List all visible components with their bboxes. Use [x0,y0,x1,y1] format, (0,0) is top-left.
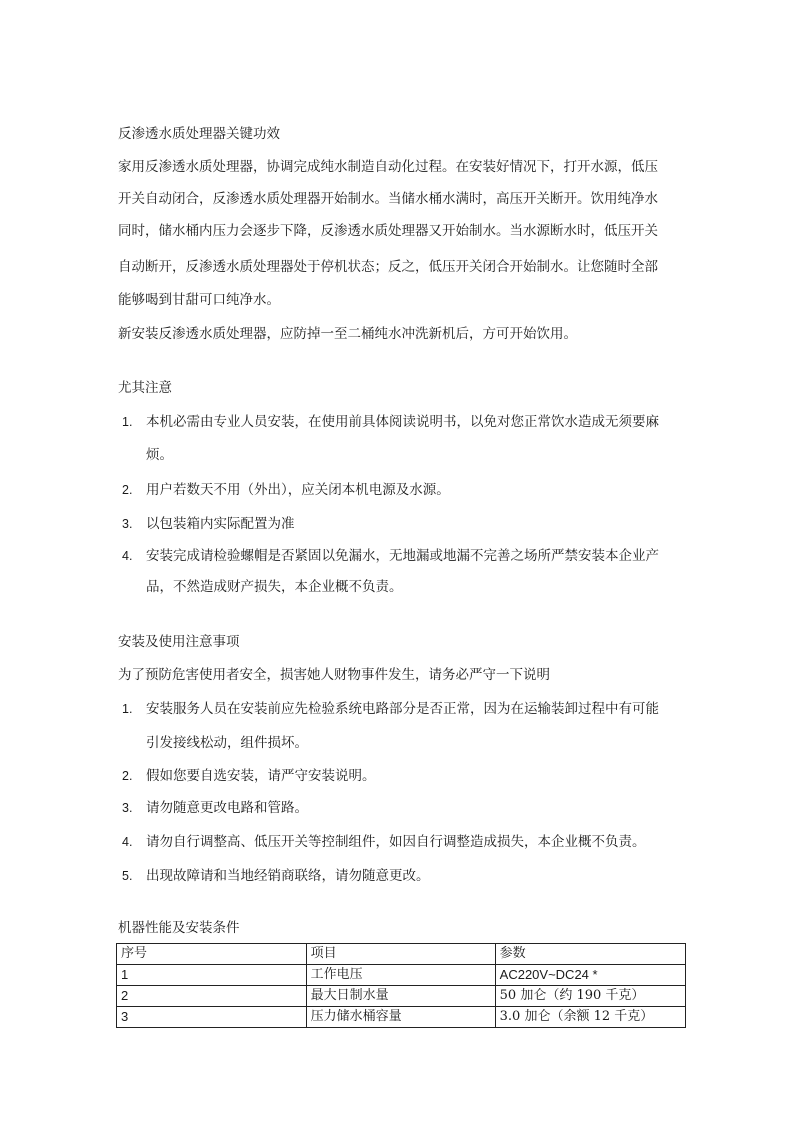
list-item-number: 1. [122,415,133,429]
list-item-line: 安装完成请检验螺帽是否紧固以免漏水，无地漏或地漏不完善之场所严禁安装本企业产 [146,548,659,564]
paragraph-line: 家用反渗透水质处理器，协调完成纯水制造自动化过程。在安装好情况下，打开水源，低压 [118,159,658,175]
list-item-line: 本机必需由专业人员安装，在使用前具体阅读说明书，以免对您正常饮水造成无须要麻 [146,414,659,430]
table-header-cell: 项目 [306,944,495,965]
paragraph-line: 同时，储水桶内压力会逐步下降，反渗透水质处理器又开始制水。当水源断水时，低压开关 [118,223,658,239]
table-cell: 压力储水桶容量 [306,1007,495,1028]
table-row [117,965,686,986]
list-item-line: 请勿随意更改电路和管路。 [146,800,308,816]
table-cell: 50 加仑（约 190 千克） [495,986,685,1007]
list-item-number: 1. [122,702,133,716]
list-item-number: 4. [122,835,133,849]
table-cell: 3.0 加仑（余额 12 千克） [495,1007,685,1028]
list-item-line: 品，不然造成财产损失，本企业概不负责。 [146,579,403,595]
list-item-line: 用户若数天不用（外出），应关闭本机电源及水源。 [146,482,450,498]
list-item-line: 安装服务人员在安装前应先检验系统电路部分是否正常，因为在运输装卸过程中有可能 [146,701,659,717]
list-item-number: 3. [122,517,133,531]
list-item-number: 4. [122,549,133,563]
paragraph-line: 新安装反渗透水质处理器，应防掉一至二桶纯水冲洗新机后，方可开始饮用。 [118,326,577,342]
table-header-row [117,944,686,965]
paragraph-line: 能够喝到甘甜可口纯净水。 [118,292,280,308]
list-item-line: 以包装箱内实际配置为准 [146,516,295,532]
paragraph-line: 开关自动闭合，反渗透水质处理器开始制水。当储水桶水满时，高压开关断开。饮用纯净水 [118,191,658,207]
list-item-line: 请勿自行调整高、低压开关等控制组件，如因自行调整造成损失，本企业概不负责。 [146,834,646,850]
list-item-number: 5. [122,869,133,883]
table-row [117,1007,686,1028]
list-item-line: 出现故障请和当地经销商联络，请勿随意更改。 [146,868,430,884]
table-cell: 最大日制水量 [306,986,495,1007]
list-item-line: 假如您要自选安装，请严守安装说明。 [146,768,376,784]
paragraph-line: 自动断开，反渗透水质处理器处于停机状态；反之，低压开关闭合开始制水。让您随时全部 [118,259,658,275]
table-header-cell: 参数 [495,944,685,965]
section-title-special-notice: 尤其注意 [118,380,172,396]
table-header-cell: 序号 [117,944,307,965]
table-cell: AC220V~DC24 * [495,965,685,986]
table-cell: 1 [117,965,307,986]
table-cell: 3 [117,1007,307,1028]
section-title-specs: 机器性能及安装条件 [118,920,240,936]
section-title-installation: 安装及使用注意事项 [118,634,240,650]
section-title-functions: 反渗透水质处理器关键功效 [118,126,280,142]
table-cell: 工作电压 [306,965,495,986]
paragraph-line: 为了预防危害使用者安全，损害她人财物事件发生，请务必严守一下说明 [118,667,550,683]
table-row [117,986,686,1007]
list-item-number: 3. [122,801,133,815]
table-cell: 2 [117,986,307,1007]
list-item-number: 2. [122,483,133,497]
list-item-line: 烦。 [146,447,173,463]
list-item-number: 2. [122,769,133,783]
specs-table [116,943,686,1028]
list-item-line: 引发接线松动，组件损坏。 [146,735,308,751]
